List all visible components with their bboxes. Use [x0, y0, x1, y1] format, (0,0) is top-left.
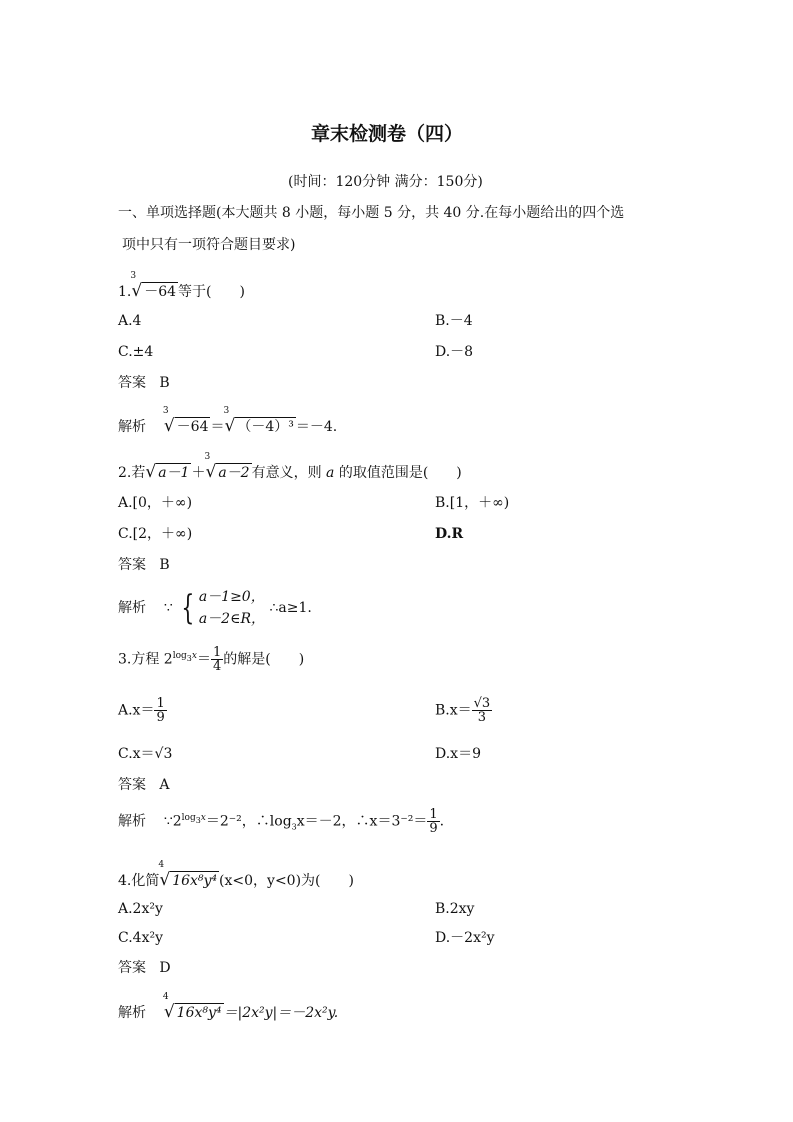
fraction	[472, 697, 493, 724]
question-1-number: 1.	[118, 284, 132, 300]
analysis-radical	[162, 992, 224, 1022]
log-variable: x	[200, 812, 206, 823]
answer-value: A	[159, 777, 170, 793]
log-base: 3	[291, 822, 297, 832]
numerator: 1	[156, 696, 165, 711]
fraction	[154, 697, 166, 724]
question-3-option-a	[118, 697, 167, 724]
answer-label: 答案	[118, 375, 146, 391]
question-4-answer	[118, 961, 171, 975]
question-3-option-c: C.x＝√3	[118, 746, 173, 762]
analysis-result: ＝|2x²y|＝－2x²y.	[223, 1005, 339, 1021]
question-4-text: (x<0，y<0)为( )	[219, 873, 354, 889]
question-4-option-a: A.2x²y	[118, 901, 163, 917]
question-2-answer	[118, 558, 170, 572]
numerator: √3	[473, 696, 491, 711]
answer-label: 答案	[118, 960, 146, 976]
question-4-option-c: C.4x²y	[118, 930, 163, 946]
fraction	[211, 646, 223, 673]
brace-icon: {	[181, 588, 195, 628]
log-base: 3	[186, 653, 192, 663]
radical-sign-icon: √	[205, 462, 217, 482]
equals: ＝	[196, 651, 211, 668]
radical-sign-icon: √	[163, 416, 175, 436]
radical-sign-icon: √	[145, 462, 157, 482]
question-2-number: 2.若	[118, 465, 146, 481]
section-heading-line2: 项中只有一项符合题目要求)	[122, 237, 296, 253]
question-2-text: 有意义，则	[251, 465, 322, 481]
question-2-option-b: B.[1，＋∞)	[435, 495, 510, 511]
answer-label: 答案	[118, 777, 146, 793]
analysis-label: 解析	[118, 1005, 146, 1021]
radicand: （－4）³	[237, 419, 294, 435]
question-3-stem	[118, 646, 304, 673]
radical-index: 4	[158, 860, 165, 870]
question-1-option-a: A.4	[118, 313, 142, 329]
question-4-radical	[158, 860, 219, 890]
exam-time-info: (时间：120分钟 满分：150分)	[288, 174, 483, 190]
analysis-result: ∴a≥1.	[269, 600, 312, 616]
analysis-text: ＝2⁻²，∴log	[205, 813, 292, 830]
radical-sign-icon: √	[131, 281, 143, 301]
radical-index: 3	[162, 406, 169, 416]
period: .	[439, 813, 445, 830]
question-3-option-b	[435, 697, 492, 724]
answer-label: 答案	[118, 557, 146, 573]
question-1-option-c: C.±4	[118, 344, 154, 360]
question-1-answer	[118, 376, 170, 390]
radicand: －64	[176, 419, 209, 435]
question-2-option-d: D.R	[435, 526, 464, 542]
radicand: 16x⁸y⁴	[172, 873, 218, 889]
page-title: 章末检测卷（四）	[311, 123, 464, 145]
radical-index: 3	[204, 452, 211, 462]
question-4-option-b: B.2xy	[435, 901, 475, 917]
question-3-text-end: 的解是( )	[223, 651, 305, 668]
denominator: 9	[156, 710, 165, 725]
question-3-text: 3.方程 2	[118, 651, 173, 668]
question-1-analysis	[118, 406, 338, 436]
section-heading-line1: 一、单项选择题(本大题共 8 小题，每小题 5 分，共 40 分.在每小题给出的四个选	[118, 205, 625, 221]
question-2-radical-1	[145, 464, 191, 481]
log-text: log	[172, 650, 187, 661]
log-text: log	[181, 812, 196, 823]
radical-sign-icon: √	[159, 870, 171, 890]
fraction	[427, 808, 439, 835]
answer-value: D	[159, 960, 171, 976]
condition-system	[199, 586, 265, 630]
radicand: a－2	[218, 465, 250, 481]
exponent	[182, 813, 206, 823]
radical-index: 3	[130, 271, 137, 281]
analysis-radical-1	[162, 406, 211, 436]
analysis-label: 解析	[118, 600, 146, 616]
analysis-label: 解析	[118, 813, 146, 830]
question-1-radical	[130, 271, 178, 301]
log-variable: x	[191, 650, 197, 661]
question-3-answer	[118, 778, 169, 792]
denominator: 3	[477, 710, 487, 725]
question-2-stem	[118, 452, 462, 482]
option-text: A.x＝	[118, 702, 155, 719]
question-1-text: 等于( )	[178, 284, 245, 300]
question-1-option-b: B.－4	[435, 313, 473, 329]
answer-value: B	[159, 557, 170, 573]
plus-sign: ＋	[191, 465, 206, 481]
question-4-analysis	[118, 992, 339, 1022]
numerator: 1	[212, 645, 222, 660]
question-1-stem	[118, 271, 245, 301]
analysis-text: ∵2	[163, 813, 182, 830]
radical-sign-icon: √	[163, 1002, 175, 1022]
condition-2: a－2∈R，	[198, 611, 265, 627]
analysis-result: ＝－4.	[295, 419, 338, 435]
log-base: 3	[195, 815, 201, 825]
radical-index: 4	[162, 992, 169, 1002]
question-2-option-a: A.[0，＋∞)	[118, 495, 193, 511]
question-2-text-end: 的取值范围是( )	[338, 465, 462, 481]
radicand: a－1	[158, 465, 190, 481]
exponent	[173, 651, 197, 661]
question-2-radical-2	[204, 452, 251, 482]
radicand: 16x⁸y⁴	[176, 1005, 222, 1021]
analysis-label: 解析	[118, 419, 146, 435]
question-4-stem	[118, 860, 354, 890]
because-symbol: ∵	[163, 600, 173, 616]
analysis-radical-2	[223, 406, 295, 436]
question-4-option-d: D.－2x²y	[435, 930, 495, 946]
question-2-analysis	[118, 586, 312, 630]
radicand: －64	[144, 284, 177, 300]
radical-index: 3	[223, 406, 230, 416]
numerator: 1	[429, 807, 438, 822]
question-1-option-d: D.－8	[435, 344, 474, 360]
radical-sign-icon: √	[224, 416, 236, 436]
question-3-analysis	[118, 808, 444, 835]
equals: ＝	[210, 419, 225, 435]
analysis-text: x＝－2，∴x＝3⁻²＝	[296, 813, 428, 830]
denominator: 4	[212, 659, 222, 674]
question-2-option-c: C.[2，＋∞)	[118, 526, 193, 542]
option-text: B.x＝	[435, 702, 472, 719]
question-3-option-d: D.x＝9	[435, 746, 481, 762]
variable: a	[326, 465, 335, 481]
denominator: 9	[429, 821, 438, 836]
answer-value: B	[159, 375, 170, 391]
question-4-number: 4.化简	[118, 873, 160, 889]
condition-1: a－1≥0，	[198, 589, 265, 605]
